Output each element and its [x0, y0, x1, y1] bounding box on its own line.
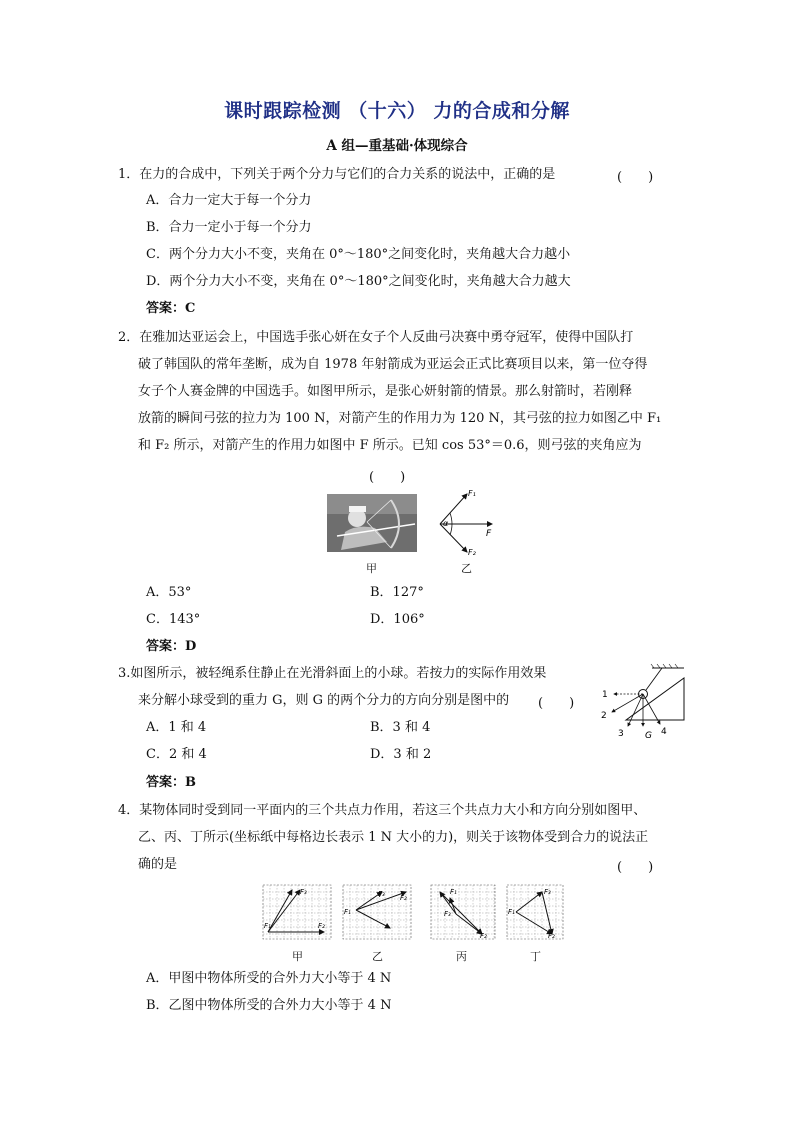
grid-lines — [263, 885, 331, 939]
label-f1: F₁ — [468, 489, 476, 498]
arrow-f2 — [440, 524, 467, 552]
ding-label-f1: F₁ — [508, 908, 515, 916]
q4-option-a: A．甲图中物体所受的合外力大小等于 4 N — [146, 971, 392, 986]
ding-label-f3: F₃ — [544, 888, 551, 896]
page-title: 课时跟踪检测 （十六） 力的合成和分解 — [224, 100, 570, 122]
q2-line-2: 破了韩国队的常年垄断，成为自 1978 年射箭成为亚运会正式比赛项目以来，第一位夺得 — [138, 357, 648, 372]
incline-label-3: 3 — [618, 729, 624, 739]
q2-line-5: 和 F₂ 所示，对箭产生的作用力如图中 F 所示。已知 cos 53°＝0.6，则弓弦的夹角应为 — [138, 438, 642, 453]
q2-option-c: C．143° — [146, 612, 201, 627]
incline-label-2: 2 — [601, 711, 607, 721]
q2-line-1: 2．在雅加达亚运会上，中国选手张心妍在女子个人反曲弓决赛中勇夺冠军，使得中国队打 — [118, 330, 634, 345]
q2-paren: ( ) — [369, 470, 406, 485]
incline-diagram — [598, 660, 688, 742]
jia-label-f3: F₃ — [300, 888, 307, 896]
q2-option-d: D．106° — [370, 612, 425, 627]
jia-label-f2: F₂ — [318, 922, 325, 930]
incline-label-g: G — [645, 731, 652, 741]
grid-panel-jia — [262, 884, 332, 940]
q1-answer: 答案：C — [146, 301, 196, 316]
q4-option-b: B．乙图中物体所受的合外力大小等于 4 N — [146, 998, 392, 1013]
q4-line-2: 乙、丙、丁所示(坐标纸中每格边长表示 1 N 大小的力)，则关于该物体受到合力的说法正 — [138, 830, 649, 845]
section-subtitle: A 组—重基础·体现综合 — [326, 138, 468, 154]
label-f: F — [486, 529, 492, 539]
q1-option-a: A．合力一定大于每一个分力 — [146, 193, 312, 208]
q3-option-a: A．1 和 4 — [146, 720, 207, 735]
q2-line-4: 放箭的瞬间弓弦的拉力为 100 N，对箭产生的作用力为 120 N，其弓弦的拉力如图乙中 F₁ — [138, 411, 662, 426]
grid-panel-ding — [506, 884, 564, 940]
grid-panel-bing — [430, 884, 496, 940]
q2-option-b: B．127° — [370, 585, 424, 600]
force-diagram-yi — [430, 488, 500, 558]
q3-paren: ( ) — [538, 696, 575, 711]
grid-lines — [507, 885, 563, 939]
yi-label-f3: F₃ — [378, 890, 385, 898]
bing-label-f3: F₃ — [444, 910, 451, 918]
yi-label-f2: F₂ — [400, 894, 407, 902]
q3-option-c: C．2 和 4 — [146, 747, 207, 762]
label-alpha: α — [443, 519, 449, 528]
q2-answer: 答案：D — [146, 639, 197, 654]
q2-line-3: 女子个人赛金牌的中国选手。如图甲所示，是张心妍射箭的情景。那么射箭时，若刚释 — [138, 384, 633, 399]
ding-label-f2: F₂ — [548, 932, 555, 940]
grid-panel-yi — [342, 884, 412, 940]
q4-caption-bing: 丙 — [456, 950, 467, 963]
bing-label-f2: F₂ — [480, 932, 487, 940]
q3-line-1: 3.如图所示，被轻绳系住静止在光滑斜面上的小球。若按力的实际作用效果 — [118, 666, 547, 681]
yi-label-f1: F₁ — [344, 908, 351, 916]
q4-line-3: 确的是 — [138, 857, 178, 872]
q1-option-b: B．合力一定小于每一个分力 — [146, 220, 312, 235]
jia-label-f1: F₁ — [264, 922, 271, 930]
bing-label-f1: F₁ — [450, 888, 457, 896]
fig-caption-yi: 乙 — [461, 562, 472, 575]
q1-stem: 1．在力的合成中，下列关于两个分力与它们的合力关系的说法中，正确的是 — [118, 167, 556, 182]
q3-option-b: B．3 和 4 — [370, 720, 431, 735]
q2-option-a: A．53° — [146, 585, 192, 600]
archery-photo — [327, 494, 417, 552]
fig-caption-jia: 甲 — [366, 562, 377, 575]
q4-caption-yi: 乙 — [372, 950, 383, 963]
q4-line-1: 4．某物体同时受到同一平面内的三个共点力作用，若这三个共点力大小和方向分别如图甲、 — [118, 803, 647, 818]
q3-line-2: 来分解小球受到的重力 G，则 G 的两个分力的方向分别是图中的 — [138, 693, 510, 708]
q1-option-d: D．两个分力大小不变，夹角在 0°～180°之间变化时，夹角越大合力越大 — [146, 274, 571, 289]
q3-option-d: D．3 和 2 — [370, 747, 432, 762]
q1-option-c: C．两个分力大小不变，夹角在 0°～180°之间变化时，夹角越大合力越小 — [146, 247, 571, 262]
q4-paren: ( ) — [617, 860, 654, 875]
incline-label-4: 4 — [661, 727, 667, 737]
label-f2: F₂ — [468, 548, 476, 557]
q1-paren: ( ) — [617, 170, 654, 185]
q4-caption-jia: 甲 — [292, 950, 303, 963]
q4-caption-ding: 丁 — [530, 950, 541, 963]
q3-answer: 答案：B — [146, 775, 196, 790]
incline-label-1: 1 — [602, 690, 608, 700]
